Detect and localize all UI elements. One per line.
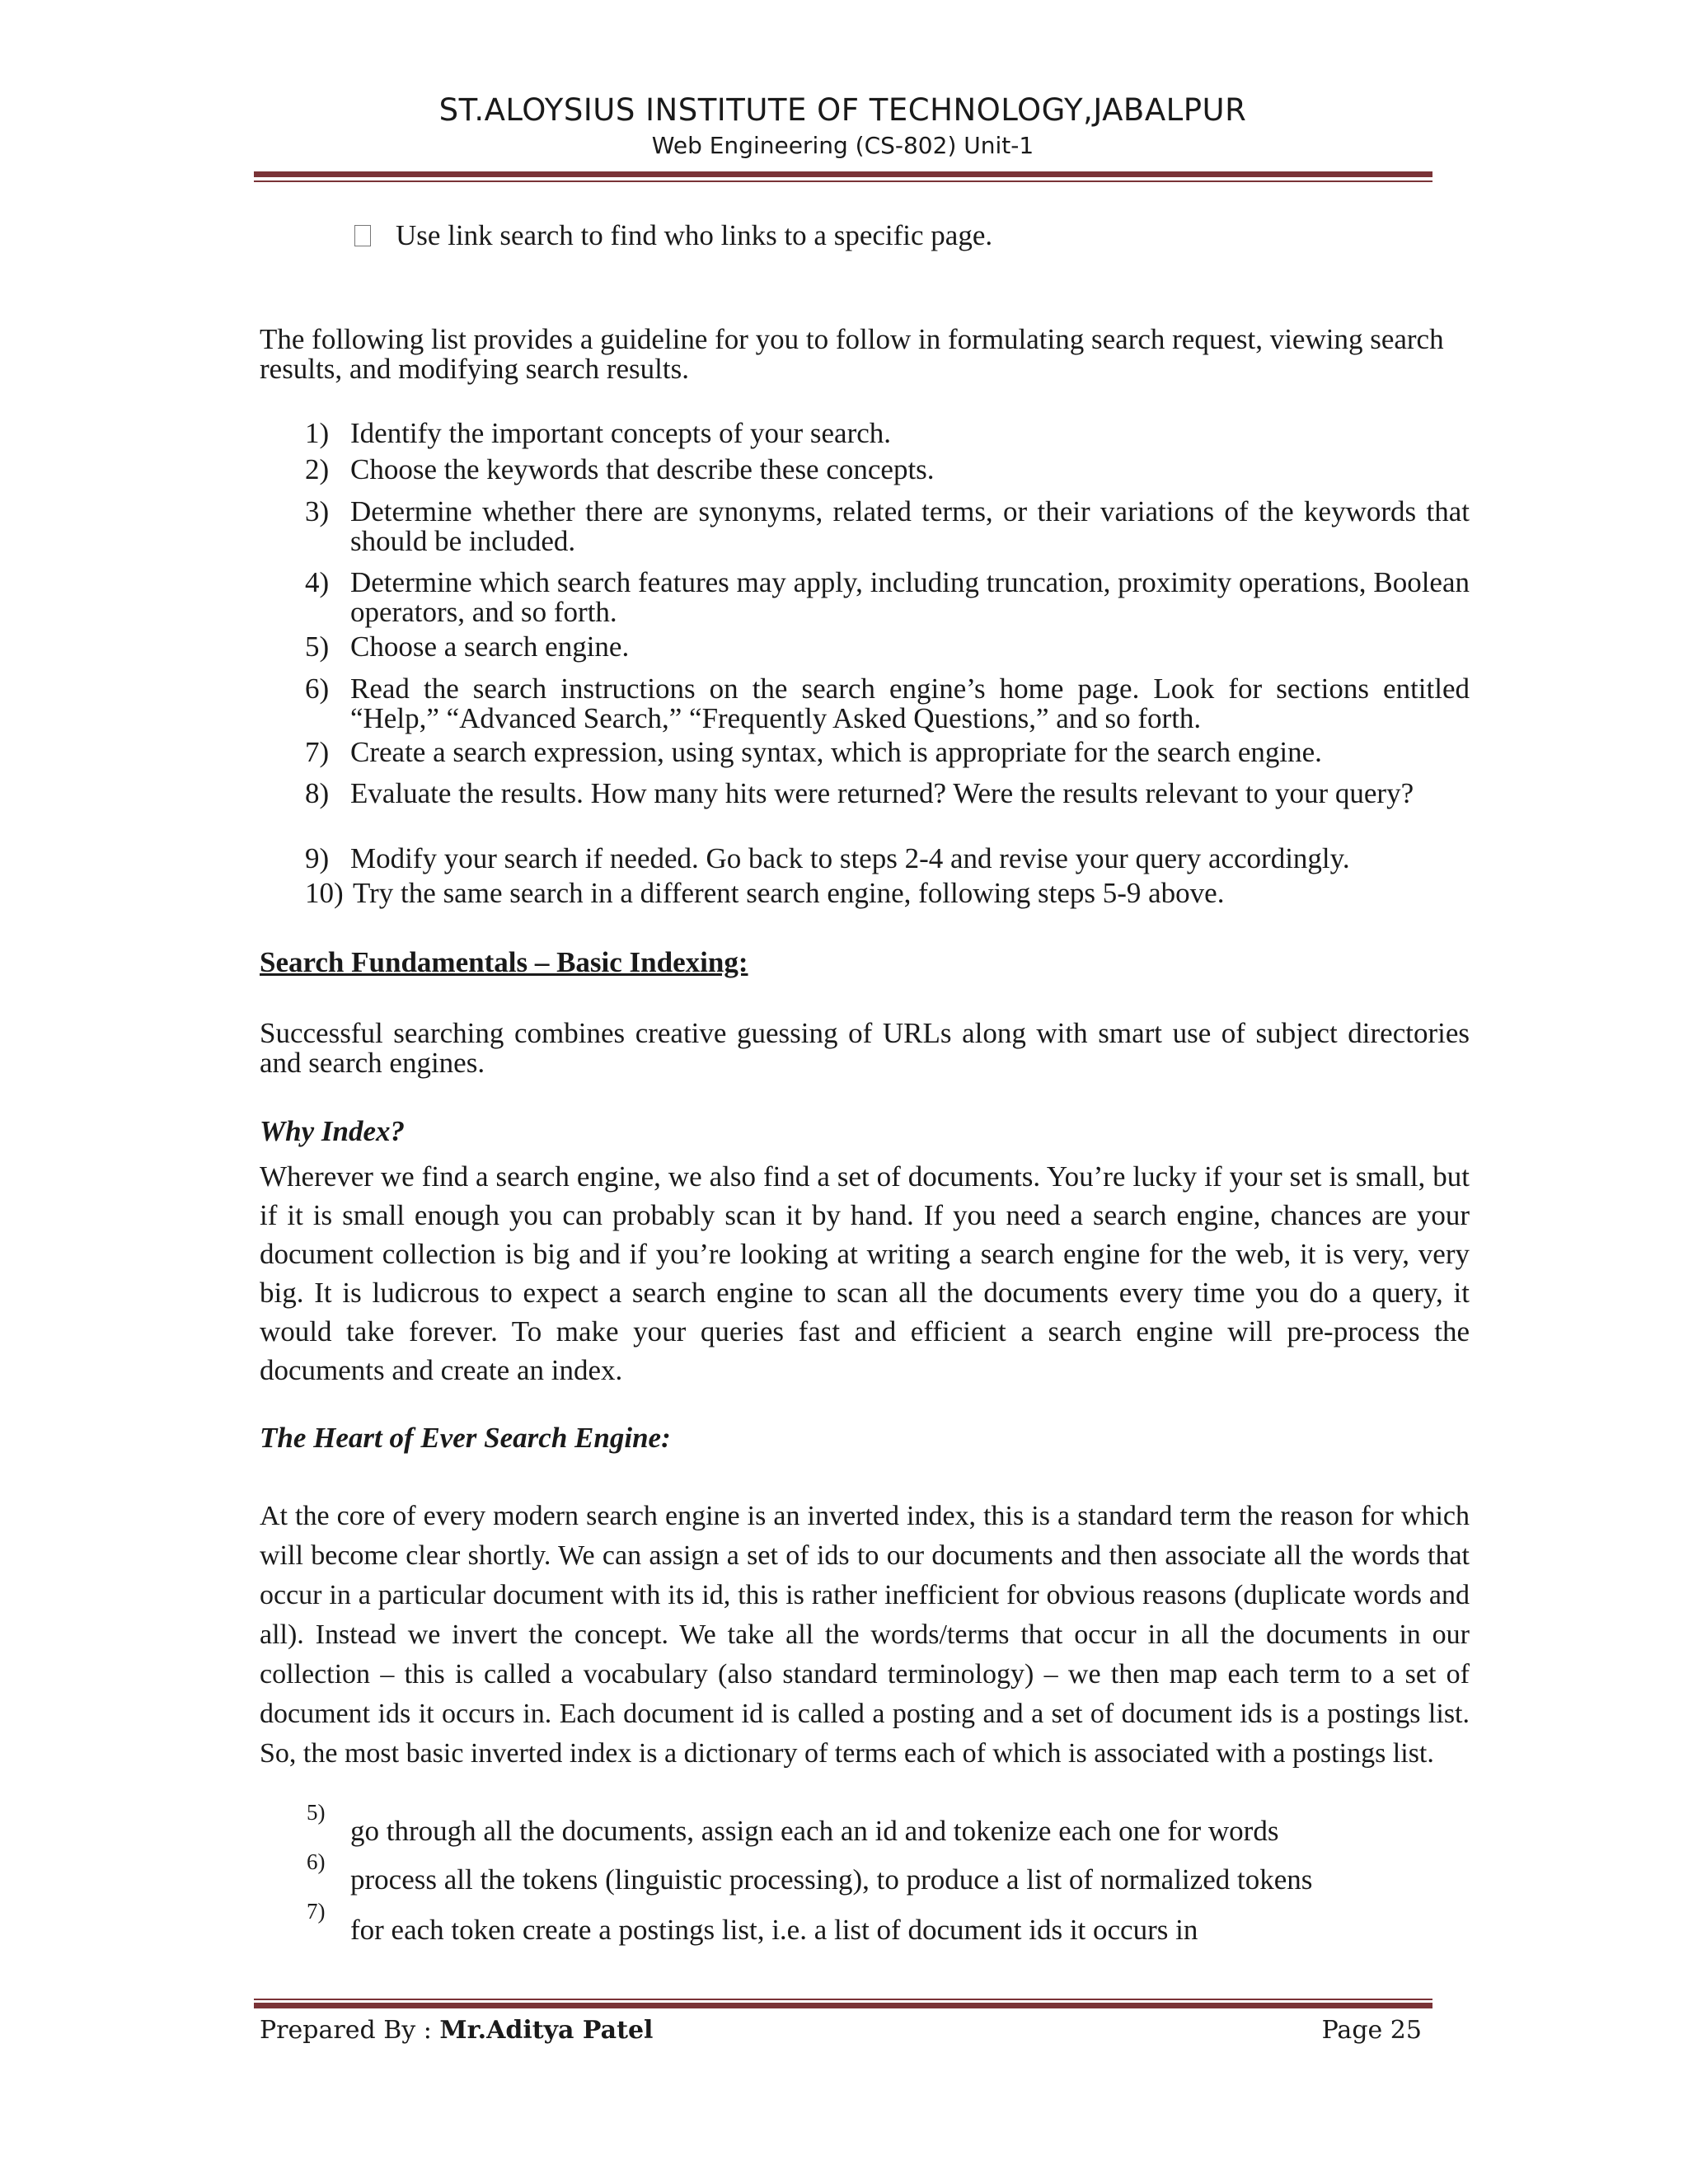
guideline-item	[260, 738, 1470, 767]
guideline-number: 3)	[305, 495, 330, 527]
header-rule-thick	[254, 171, 1432, 177]
step-text: go through all the documents, assign each an id and tokenize each one for words	[350, 1815, 1279, 1847]
guideline-text: Read the search instructions on the search engine’s home page. Look for sections entitled “Help,” “Advanced Search,” “Frequently Asked Questions,” and so forth.	[350, 673, 1470, 734]
heart-heading: The Heart of Ever Search Engine:	[260, 1422, 671, 1454]
step-text: for each token create a postings list, i.e. a list of document ids it occurs in	[350, 1914, 1198, 1946]
guideline-item	[260, 419, 1470, 448]
guideline-text: Create a search expression, using syntax, which is appropriate for the search engine.	[350, 736, 1322, 768]
guideline-item	[260, 779, 1470, 808]
guideline-text: Identify the important concepts of your search.	[350, 417, 892, 449]
guideline-number: 10)	[305, 877, 344, 909]
section-heading: Search Fundamentals – Basic Indexing:	[260, 946, 748, 978]
page-footer	[260, 2016, 1422, 2045]
guideline-item	[260, 455, 1470, 485]
why-index-heading: Why Index?	[260, 1115, 405, 1147]
guideline-text: Try the same search in a different search engine, following steps 5-9 above.	[353, 877, 1225, 909]
step-number: 6)	[307, 1849, 326, 1874]
guideline-text: Choose the keywords that describe these concepts.	[350, 453, 935, 485]
footer-rule-thick	[254, 2003, 1432, 2008]
guideline-item	[260, 879, 1470, 908]
guideline-text: Determine which search features may apply, including truncation, proximity operations, Boolean operators, and so forth.	[350, 566, 1470, 628]
bullet-text: Use link search to find who links to a specific page.	[396, 219, 993, 251]
guideline-number: 5)	[305, 630, 330, 663]
guideline-text: Determine whether there are synonyms, related terms, or their variations of the keywords that should be included.	[350, 495, 1470, 557]
guideline-number: 1)	[305, 417, 330, 449]
guideline-number: 8)	[305, 777, 330, 809]
institute-title: ST.ALOYSIUS INSTITUTE OF TECHNOLOGY,JABALPUR	[438, 92, 1247, 128]
step-number: 7)	[307, 1899, 326, 1924]
header-rule-thin	[254, 180, 1432, 182]
guideline-number: 7)	[305, 736, 330, 768]
author-name: Mr.Aditya Patel	[439, 2016, 654, 2045]
guideline-item	[260, 844, 1470, 874]
guideline-text: Choose a search engine.	[350, 630, 630, 663]
guideline-item	[260, 497, 1470, 556]
bullet-item	[354, 219, 992, 252]
intro-paragraph: The following list provides a guideline for you to follow in formulating search request, viewing search results, and modifying search results.	[260, 323, 1444, 385]
course-subtitle: Web Engineering (CS-802) Unit-1	[651, 132, 1034, 159]
step-number: 5)	[307, 1800, 326, 1825]
guideline-text: Evaluate the results. How many hits were returned? Were the results relevant to your query?	[350, 777, 1414, 809]
prepared-by-label: Prepared By :	[260, 2016, 432, 2045]
guideline-number: 6)	[305, 673, 330, 705]
guideline-item	[260, 674, 1470, 733]
guideline-number: 9)	[305, 842, 330, 874]
section-intro: Successful searching combines creative guessing of URLs along with smart use of subject directories and search engines.	[260, 1017, 1470, 1079]
bullet-box-icon	[354, 225, 371, 246]
guideline-text: Modify your search if needed. Go back to steps 2-4 and revise your query accordingly.	[350, 842, 1350, 874]
guideline-item	[260, 632, 1470, 662]
page-header	[251, 91, 1434, 162]
heart-paragraph: At the core of every modern search engine is an inverted index, this is a standard term the reason for which will become clear shortly. We can assign a set of ids to our documents and then associate all the words that occur in a particular document with its id, this is rather inefficient for obvious reasons (duplicate words and all). Instead we invert the concept. We take all the words/terms that occur in all the documents in our collection – this is called a vocabulary (also standard terminology) – we then map each term to a set of document ids it occurs in. Each document id is called a posting and a set of document ids is a postings list. So, the most basic inverted index is a dictionary of terms each of which is associated with a postings list.	[260, 1501, 1470, 1769]
step-text: process all the tokens (linguistic processing), to produce a list of normalized tokens	[350, 1863, 1313, 1896]
guideline-item	[260, 568, 1470, 627]
guideline-number: 4)	[305, 566, 330, 598]
guideline-number: 2)	[305, 453, 330, 485]
why-index-paragraph: Wherever we find a search engine, we also find a set of documents. You’re lucky if your set is small, but if it is small enough you can probably scan it by hand. If you need a search engine, chances are your document collection is big and if you’re looking at writing a search engine for the web, it is very, very big. It is ludicrous to expect a search engine to scan all the documents every time you do a query, it would take forever. To make your queries fast and efficient a search engine will pre-process the documents and create an index.	[260, 1160, 1470, 1386]
footer-rule-thin	[254, 1999, 1432, 2000]
page-number: Page 25	[1321, 2016, 1422, 2045]
